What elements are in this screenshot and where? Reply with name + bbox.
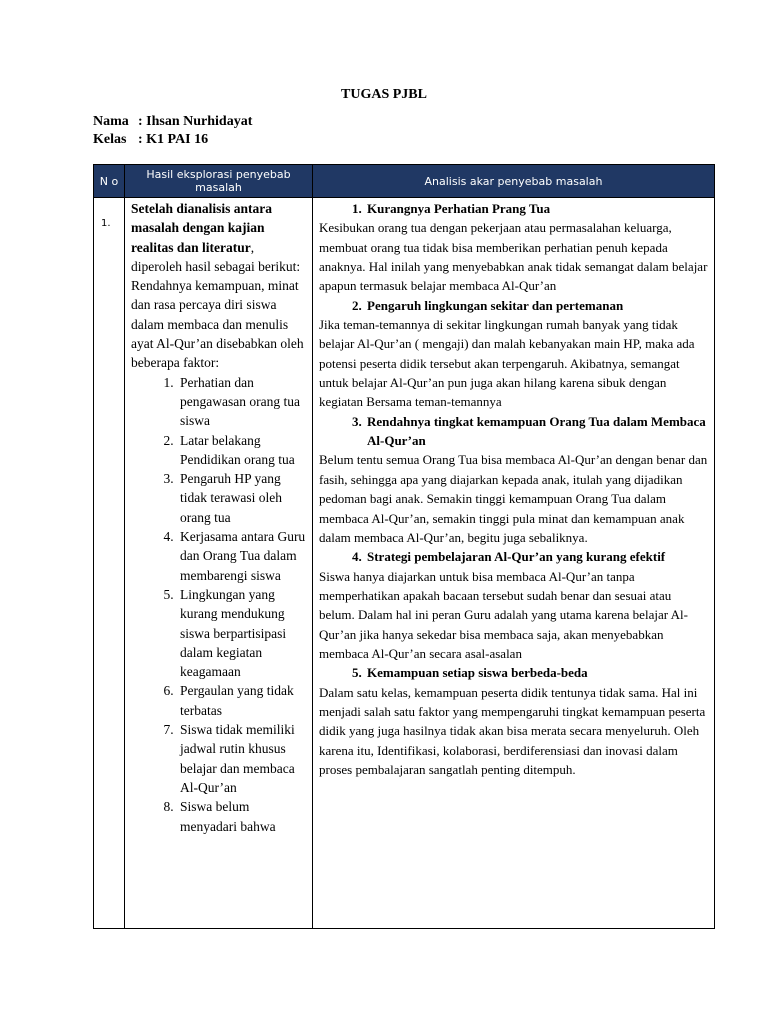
class-value: : K1 PAI 16 — [138, 132, 209, 147]
section-body-4: Siswa hanya diajarkan untuk bisa membaca Al-Qur’an tanpa memperhatikan apakah bacaan tersebut sudah benar dan sesuai atau belum. Dalam hal ini peran Guru adalah yang utama karena belajar Al-Qur’an jika hanya sekedar bisa membaca saja, akan menyebabkan membaca Al-Qur’an secara asal-asalan — [319, 568, 688, 661]
hasil-intro-rest: , diperoleh hasil sebagai berikut: — [131, 239, 301, 274]
section-heading-text: 1. Kurangnya Perhatian Prang Tua — [365, 199, 710, 218]
list-item: 1. Perhatian dan pengawasan orang tua siswa — [177, 373, 308, 431]
list-item: 5. Lingkungan yang kurang mendukung siswa berpartisipasi dalam kegiatan keagamaan — [177, 585, 308, 681]
section-heading-4 — [319, 547, 710, 566]
table-header-row — [94, 165, 715, 198]
header-no: N o — [94, 165, 125, 198]
section-heading-1 — [319, 199, 710, 218]
section-body-3: Belum tentu semua Orang Tua bisa membaca Al-Qur’an dengan benar dan fasih, sehingga apa yang diajarkan kepada anak, itulah yang dijadikan pedoman bagi anak. Semakin tinggi kemampuan Orang Tua dalam membaca Al-Qur’an, semakin tinggi pula minat dan kemampuan anak dalam membaca Al-Qur’an, begitu juga sebaliknya. — [319, 452, 708, 545]
student-name-line — [93, 113, 252, 131]
section-heading-text: 2. Pengaruh lingkungan sekitar dan pertemanan — [365, 296, 710, 315]
hasil-intro — [131, 199, 308, 276]
list-item: 2. Latar belakang Pendidikan orang tua — [177, 431, 308, 470]
section-heading-2 — [319, 296, 710, 315]
hasil-intro-bold: Setelah dianalisis antara masalah dengan kajian realitas dan literatur — [131, 201, 273, 255]
header-hasil: Hasil eksplorasi penyebab masalah — [125, 165, 313, 198]
row-number: 1. — [94, 198, 125, 929]
section-heading-text: 3. Rendahnya tingkat kemampuan Orang Tua dalam Membaca Al-Qur’an — [365, 412, 710, 451]
list-item: 8. Siswa belum menyadari bahwa — [177, 797, 308, 836]
section-body-5: Dalam satu kelas, kemampuan peserta didik tentunya tidak sama. Hal ini menjadi salah satu faktor yang mempengaruhi tingkat kemampuan peserta didik yang juga hasilnya tidak akan bisa merata secara menyeluruh. Oleh karena itu, Identifikasi, kolaborasi, berdiferensiasi dan inovasi dalam proses pembalajaran sangatlah penting ditempuh. — [319, 684, 706, 777]
factor-list — [131, 373, 308, 836]
class-label: Kelas — [93, 132, 127, 147]
hasil-statement: Rendahnya kemampuan, minat dan rasa percaya diri siswa dalam membaca dan menulis ayat Al-Qur’an disebabkan oleh beberapa faktor: — [131, 278, 304, 371]
section-body-2: Jika teman-temannya di sekitar lingkungan rumah banyak yang tidak belajar Al-Qur’an ( mengaji) dan malah kebanyakan main HP, maka ada potensi peserta didik tersebut akan terpengaruh. Akibatnya, semangat untuk belajar Al-Qur’an pun juga akan hilang karena sibuk dengan kegiatan Bersama teman-temannya — [319, 317, 695, 410]
name-value: : Ihsan Nurhidayat — [138, 114, 253, 129]
section-heading-text: 5. Kemampuan setiap siswa berbeda-beda — [365, 663, 710, 682]
list-item: 4. Kerjasama antara Guru dan Orang Tua dalam membarengi siswa — [177, 527, 308, 585]
section-heading-3 — [319, 412, 710, 451]
hasil-cell — [125, 198, 313, 929]
name-label: Nama — [93, 114, 129, 129]
section-body-1: Kesibukan orang tua dengan pekerjaan atau permasalahan keluarga, membuat orang tua tidak bisa memberikan perhatian penuh kepada anaknya. Hal inilah yang menyebabkan anak tidak semangat dalam belajar apapun termasuk belajar membaca Al-Qur’an — [319, 220, 708, 294]
list-item: 3. Pengaruh HP yang tidak terawasi oleh orang tua — [177, 469, 308, 527]
section-heading-text: 4. Strategi pembelajaran Al-Qur’an yang kurang efektif — [365, 547, 710, 566]
student-class-line — [93, 131, 208, 149]
analisis-cell — [313, 198, 715, 929]
list-item: 6. Pergaulan yang tidak terbatas — [177, 681, 308, 720]
document-title: TUGAS PJBL — [341, 87, 427, 102]
list-item: 7. Siswa tidak memiliki jadwal rutin khusus belajar dan membaca Al-Qur’an — [177, 720, 308, 797]
analysis-table — [93, 164, 715, 929]
section-heading-5 — [319, 663, 710, 682]
table-row — [94, 198, 715, 929]
header-analisis: Analisis akar penyebab masalah — [313, 165, 715, 198]
